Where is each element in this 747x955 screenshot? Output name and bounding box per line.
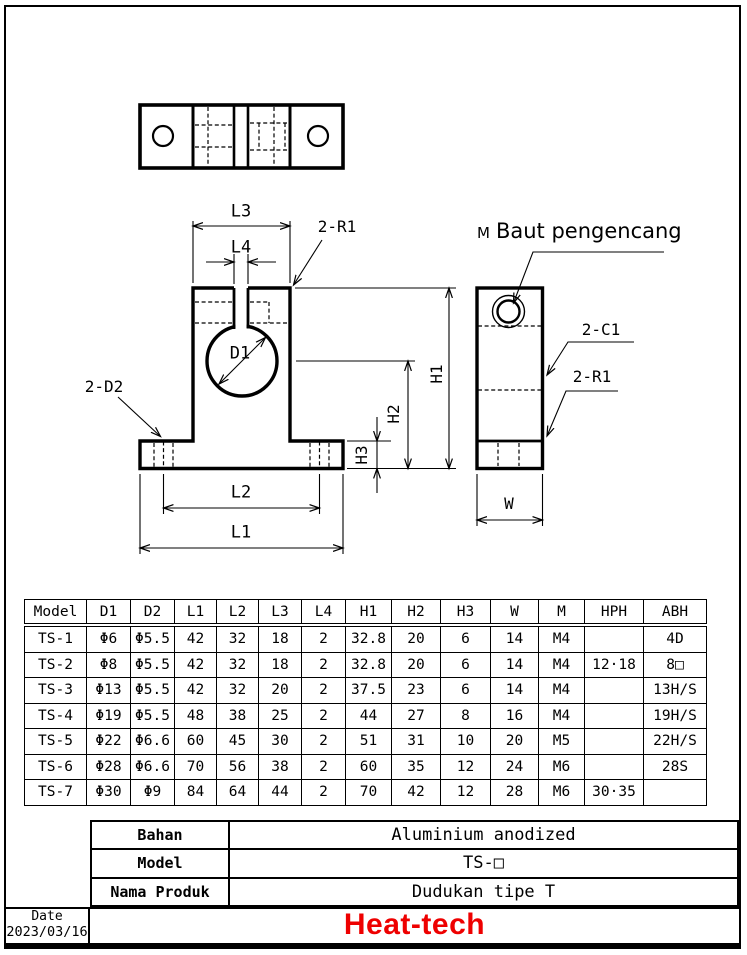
dim-cell: 20 bbox=[392, 625, 441, 652]
dim-cell: 56 bbox=[217, 754, 259, 780]
dim-cell: 64 bbox=[217, 780, 259, 806]
front-view bbox=[140, 283, 343, 469]
dim-cell: M4 bbox=[539, 652, 585, 678]
dim-cell: 25 bbox=[259, 703, 302, 729]
dim-cell: 45 bbox=[217, 729, 259, 755]
dim-cell: 20 bbox=[491, 729, 539, 755]
dim-cell: 38 bbox=[259, 754, 302, 780]
dim-cell: 18 bbox=[259, 652, 302, 678]
dim-label-h1: H1 bbox=[427, 364, 446, 384]
dim-col-header: W bbox=[491, 600, 539, 626]
hidden-lines-side-view bbox=[478, 326, 541, 466]
dim-label-h2: H2 bbox=[384, 404, 403, 424]
dim-cell: 44 bbox=[259, 780, 302, 806]
dim-col-header: HPH bbox=[585, 600, 644, 626]
dim-col-header: H1 bbox=[346, 600, 392, 626]
dim-cell: Φ6.6 bbox=[131, 754, 175, 780]
dim-col-header: ABH bbox=[644, 600, 707, 626]
dim-cell: 2 bbox=[302, 652, 346, 678]
dim-cell: 30·35 bbox=[585, 780, 644, 806]
dim-label-d1: D1 bbox=[229, 343, 251, 364]
dim-cell bbox=[585, 729, 644, 755]
dim-col-header: D2 bbox=[131, 600, 175, 626]
dim-cell: 12·18 bbox=[585, 652, 644, 678]
dim-label-l2: L2 bbox=[230, 482, 252, 503]
dim-cell: 35 bbox=[392, 754, 441, 780]
company-logo: Heat-tech bbox=[343, 908, 486, 941]
dim-label-d2: 2-D2 bbox=[84, 377, 124, 396]
date-label: Date bbox=[31, 909, 63, 924]
fastener-note-text: Baut pengencang bbox=[495, 219, 682, 243]
info-value-model: TS-□ bbox=[229, 849, 738, 877]
dim-cell: 42 bbox=[175, 625, 217, 652]
dim-cell: M6 bbox=[539, 754, 585, 780]
dim-cell: Φ9 bbox=[131, 780, 175, 806]
dim-cell: Φ30 bbox=[87, 780, 131, 806]
dim-cell: 42 bbox=[175, 678, 217, 704]
table-row bbox=[25, 729, 707, 755]
dim-cell bbox=[585, 703, 644, 729]
dim-cell: 32.8 bbox=[346, 652, 392, 678]
info-value-bahan: Aluminium anodized bbox=[229, 821, 738, 849]
dim-cell: 51 bbox=[346, 729, 392, 755]
dim-cell: 14 bbox=[491, 652, 539, 678]
dim-cell: 60 bbox=[175, 729, 217, 755]
dim-cell: Φ6.6 bbox=[131, 729, 175, 755]
dim-cell: Φ22 bbox=[87, 729, 131, 755]
dim-table-body bbox=[25, 625, 707, 805]
thread-size-placeholder: M bbox=[477, 224, 490, 242]
dim-col-header: L2 bbox=[217, 600, 259, 626]
dim-cell: 60 bbox=[346, 754, 392, 780]
dim-label-l4: L4 bbox=[230, 237, 252, 258]
dim-label-l3: L3 bbox=[230, 201, 252, 222]
dimension-table bbox=[24, 599, 707, 806]
dim-cell: 23 bbox=[392, 678, 441, 704]
dim-cell: 48 bbox=[175, 703, 217, 729]
dim-cell: 2 bbox=[302, 754, 346, 780]
dim-cell: Φ8 bbox=[87, 652, 131, 678]
dim-cell: Φ6 bbox=[87, 625, 131, 652]
side-view bbox=[477, 288, 543, 469]
dim-cell: M4 bbox=[539, 678, 585, 704]
dim-col-header: Model bbox=[25, 600, 87, 626]
dim-cell: 8□ bbox=[644, 652, 707, 678]
dim-cell: 20 bbox=[392, 652, 441, 678]
dim-cell: 37.5 bbox=[346, 678, 392, 704]
table-row bbox=[91, 821, 738, 849]
table-row bbox=[25, 652, 707, 678]
dim-cell: 30 bbox=[259, 729, 302, 755]
dim-cell: 84 bbox=[175, 780, 217, 806]
table-row bbox=[25, 678, 707, 704]
dim-cell: 6 bbox=[441, 625, 491, 652]
dim-cell: 4D bbox=[644, 625, 707, 652]
dim-col-header: D1 bbox=[87, 600, 131, 626]
dim-cell: 14 bbox=[491, 625, 539, 652]
dim-cell: 18 bbox=[259, 625, 302, 652]
mount-hole-left bbox=[153, 126, 173, 146]
dim-col-header: H2 bbox=[392, 600, 441, 626]
model-cell: TS-4 bbox=[25, 703, 87, 729]
dim-col-header: L1 bbox=[175, 600, 217, 626]
dim-cell: Φ5.5 bbox=[131, 678, 175, 704]
table-row bbox=[25, 780, 707, 806]
dim-cell: M5 bbox=[539, 729, 585, 755]
top-view bbox=[140, 105, 343, 168]
dim-cell: 10 bbox=[441, 729, 491, 755]
dim-cell: 6 bbox=[441, 652, 491, 678]
mount-hole-right bbox=[308, 126, 328, 146]
dim-cell bbox=[585, 754, 644, 780]
model-cell: TS-6 bbox=[25, 754, 87, 780]
dim-cell bbox=[585, 625, 644, 652]
dim-cell: 2 bbox=[302, 678, 346, 704]
model-cell: TS-7 bbox=[25, 780, 87, 806]
model-cell: TS-1 bbox=[25, 625, 87, 652]
dim-cell: 2 bbox=[302, 625, 346, 652]
dim-cell: 12 bbox=[441, 754, 491, 780]
dim-cell: Φ5.5 bbox=[131, 652, 175, 678]
model-cell: TS-5 bbox=[25, 729, 87, 755]
info-label-bahan: Bahan bbox=[91, 821, 229, 849]
dim-cell: 2 bbox=[302, 703, 346, 729]
dim-cell: 28S bbox=[644, 754, 707, 780]
dim-cell bbox=[644, 780, 707, 806]
date-box bbox=[6, 909, 90, 943]
model-cell: TS-2 bbox=[25, 652, 87, 678]
dim-cell: 32 bbox=[217, 652, 259, 678]
dim-label-r1-front: 2-R1 bbox=[317, 217, 357, 236]
table-row bbox=[91, 878, 738, 906]
dim-cell: Φ5.5 bbox=[131, 703, 175, 729]
dim-label-w: W bbox=[504, 494, 514, 513]
dim-cell: 70 bbox=[175, 754, 217, 780]
dim-cell: 44 bbox=[346, 703, 392, 729]
dim-cell: 20 bbox=[259, 678, 302, 704]
info-label-model: Model bbox=[91, 849, 229, 877]
clamp-bolt-hole-inner bbox=[498, 301, 520, 323]
dim-cell: 6 bbox=[441, 678, 491, 704]
model-cell: TS-3 bbox=[25, 678, 87, 704]
dim-table-head-row bbox=[25, 600, 707, 626]
dim-cell: 2 bbox=[302, 780, 346, 806]
dim-cell: Φ28 bbox=[87, 754, 131, 780]
dim-col-header: L3 bbox=[259, 600, 302, 626]
dim-cell: M6 bbox=[539, 780, 585, 806]
dim-cell: 31 bbox=[392, 729, 441, 755]
table-row bbox=[25, 625, 707, 652]
dim-cell bbox=[585, 678, 644, 704]
dim-cell: Φ13 bbox=[87, 678, 131, 704]
table-row bbox=[91, 849, 738, 877]
dim-label-r1-side: 2-R1 bbox=[572, 367, 612, 386]
hidden-lines-top-view bbox=[195, 107, 287, 166]
dim-cell: 14 bbox=[491, 678, 539, 704]
dim-cell: 42 bbox=[392, 780, 441, 806]
dim-cell: Φ19 bbox=[87, 703, 131, 729]
table-row bbox=[25, 754, 707, 780]
dim-cell: M4 bbox=[539, 703, 585, 729]
dim-cell: 24 bbox=[491, 754, 539, 780]
dim-cell: 38 bbox=[217, 703, 259, 729]
dim-cell: M4 bbox=[539, 625, 585, 652]
dim-cell: 32 bbox=[217, 625, 259, 652]
dim-cell: 32 bbox=[217, 678, 259, 704]
dim-cell: 12 bbox=[441, 780, 491, 806]
dim-cell: 19H/S bbox=[644, 703, 707, 729]
dim-col-header: L4 bbox=[302, 600, 346, 626]
dim-cell: 13H/S bbox=[644, 678, 707, 704]
dim-cell: 16 bbox=[491, 703, 539, 729]
dim-label-l1: L1 bbox=[230, 522, 252, 543]
dim-cell: 70 bbox=[346, 780, 392, 806]
dim-col-header: H3 bbox=[441, 600, 491, 626]
dim-label-c1-side: 2-C1 bbox=[581, 320, 621, 339]
info-table bbox=[90, 820, 739, 907]
info-label-nama-produk: Nama Produk bbox=[91, 878, 229, 906]
dim-cell: 27 bbox=[392, 703, 441, 729]
fastener-note bbox=[477, 219, 682, 243]
dim-cell: 22H/S bbox=[644, 729, 707, 755]
date-value: 2023/03/16 bbox=[6, 924, 88, 940]
dim-cell: 28 bbox=[491, 780, 539, 806]
dim-cell: 8 bbox=[441, 703, 491, 729]
dim-col-header: M bbox=[539, 600, 585, 626]
dim-cell: 42 bbox=[175, 652, 217, 678]
dim-cell: 2 bbox=[302, 729, 346, 755]
table-row bbox=[25, 703, 707, 729]
dim-cell: 32.8 bbox=[346, 625, 392, 652]
dim-cell: Φ5.5 bbox=[131, 625, 175, 652]
info-value-nama-produk: Dudukan tipe T bbox=[229, 878, 738, 906]
dimension-lines bbox=[118, 217, 664, 554]
dim-label-h3: H3 bbox=[352, 445, 371, 465]
